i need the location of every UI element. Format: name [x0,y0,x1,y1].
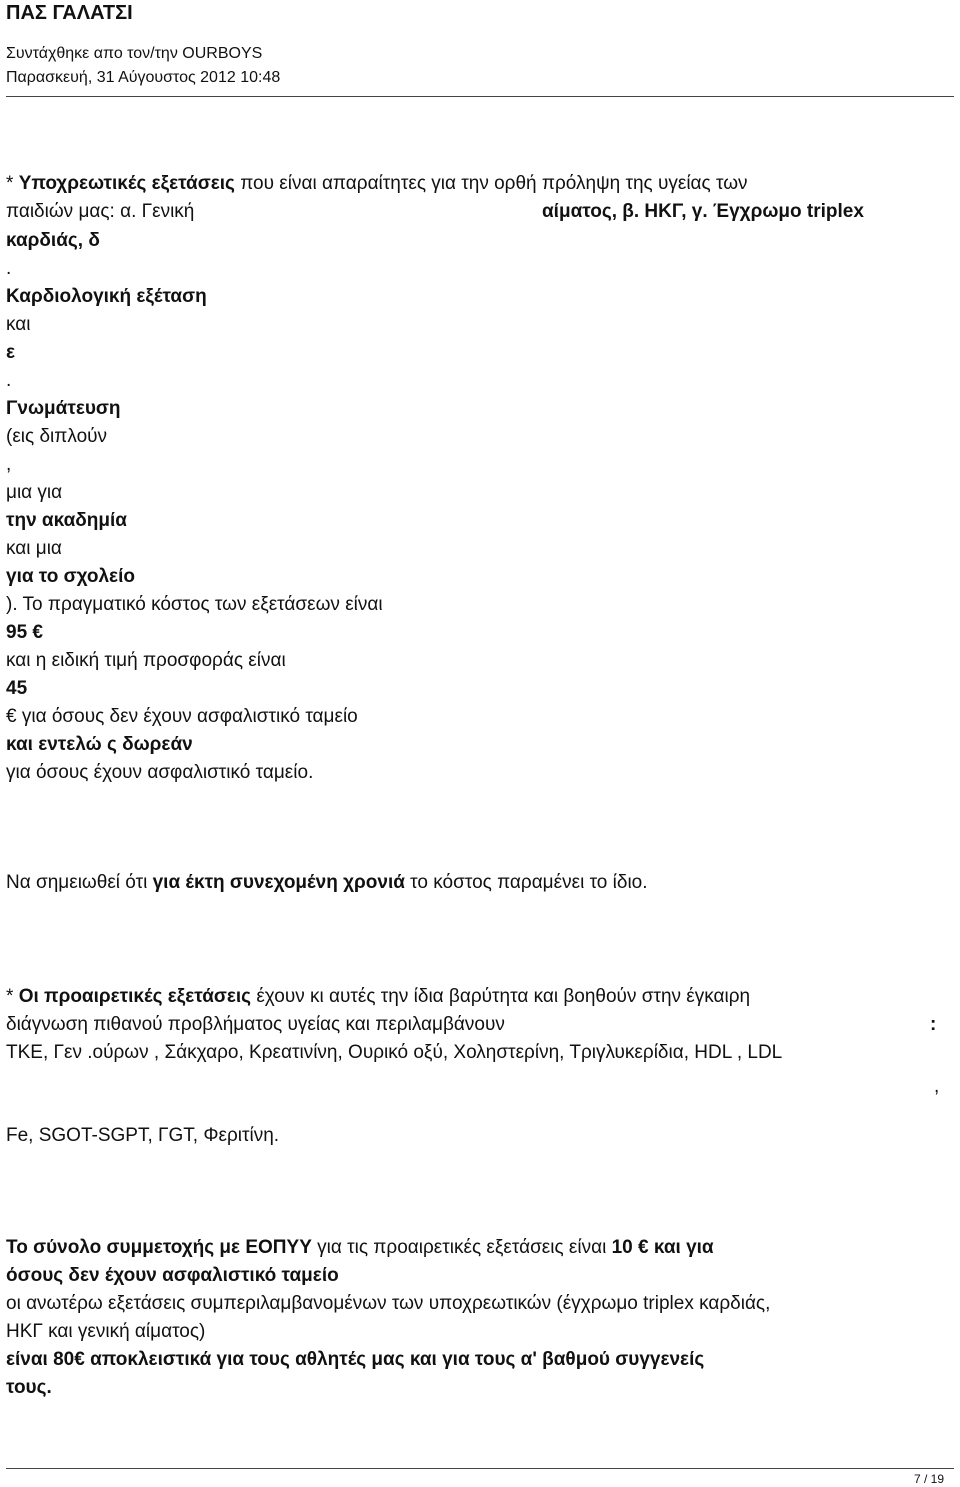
footer-divider [6,1468,954,1469]
obligatory-line-22: για όσους έχουν ασφαλιστικό ταμείο. [6,762,314,783]
obligatory-line-7: ε [6,342,16,363]
obligatory-line-16: ). Το πραγματικό κόστος των εξετάσεων είναι [6,594,383,615]
obligatory-line-4: . [6,258,12,279]
obligatory-line-3: καρδιάς, δ [6,230,100,251]
total-line-1: Το σύνολο συμμετοχής με ΕΟΠΥΥ για τις προαιρετικές εξετάσεις είναι 10 € και για [6,1237,714,1258]
obligatory-line-5: Καρδιολογική εξέταση [6,286,207,307]
obligatory-line-2a: παιδιών μας: α. Γενική [6,201,195,222]
obligatory-line-11: , [6,454,12,475]
total-line-6: τους. [6,1377,52,1398]
obligatory-line-15: για το σχολείο [6,566,135,587]
obligatory-line-19: 45 [6,678,28,699]
optional-line-2-colon: : [930,1014,937,1035]
obligatory-line-14: και μια [6,538,62,559]
same-cost-note: Να σημειωθεί ότι για έκτη συνεχομένη χρονιά το κόστος παραμένει το ίδιο. [6,872,648,893]
page-number: 7 / 19 [913,1472,944,1486]
optional-heading: Οι προαιρετικές εξετάσεις [18,986,252,1007]
optional-line-5: Fe, SGOT-SGPT, ΓGT, Φεριτίνη. [6,1125,280,1146]
obligatory-line-13: την ακαδημία [6,510,127,531]
obligatory-line-6: και [6,314,31,335]
header-divider [6,96,954,97]
date-line: Παρασκευή, 31 Αύγουστος 2012 10:48 [6,69,281,86]
total-line-4: ΗΚΓ και γενική αίματος) [6,1321,206,1342]
obligatory-line-9: Γνωμάτευση [6,398,121,419]
obligatory-line-12: μια για [6,482,63,503]
obligatory-line-2b: αίματος, β. ΗΚΓ, γ. Έγχρωμο triplex [542,201,864,222]
obligatory-line-21: και εντελώ ς δωρεάν [6,734,193,755]
optional-line-1: * Οι προαιρετικές εξετάσεις έχουν κι αυτές την ίδια βαρύτητα και βοηθούν στην έγκαιρη [6,986,751,1007]
optional-line-3: ΤΚΕ, Γεν .ούρων , Σάκχαρο, Κρεατινίνη, Ουρικό οξύ, Χοληστερίνη, Τριγλυκερίδια, HDL , LDL [6,1042,783,1063]
page-title: ΠΑΣ ΓΑΛΑΤΣΙ [6,2,133,24]
total-line-5: είναι 80€ αποκλειστικά για τους αθλητές μας και για τους α' βαθμού συγγενείς [6,1349,705,1370]
total-line-2: όσους δεν έχουν ασφαλιστικό ταμείο [6,1265,339,1286]
optional-line-2: διάγνωση πιθανού προβλήματος υγείας και περιλαμβάνουν [6,1014,505,1035]
total-line-3: οι ανωτέρω εξετάσεις συμπεριλαμβανομένων των υποχρεωτικών (έγχρωμο triplex καρδιάς, [6,1293,771,1314]
optional-line-4: , [934,1076,940,1097]
obligatory-line-18: και η ειδική τιμή προσφοράς είναι [6,650,286,671]
obligatory-line-20: € για όσους δεν έχουν ασφαλιστικό ταμείο [6,706,358,727]
author-line: Συντάχθηκε απο τον/την OURBOYS [6,45,263,62]
obligatory-line-10: (εις διπλούν [6,426,108,447]
obligatory-line-1: * Υποχρεωτικές εξετάσεις που είναι απαραίτητες για την ορθή πρόληψη της υγείας των [6,173,748,194]
obligatory-line-17: 95 € [6,622,43,643]
obligatory-heading: Υποχρεωτικές εξετάσεις [18,173,235,194]
obligatory-line-8: . [6,370,12,391]
